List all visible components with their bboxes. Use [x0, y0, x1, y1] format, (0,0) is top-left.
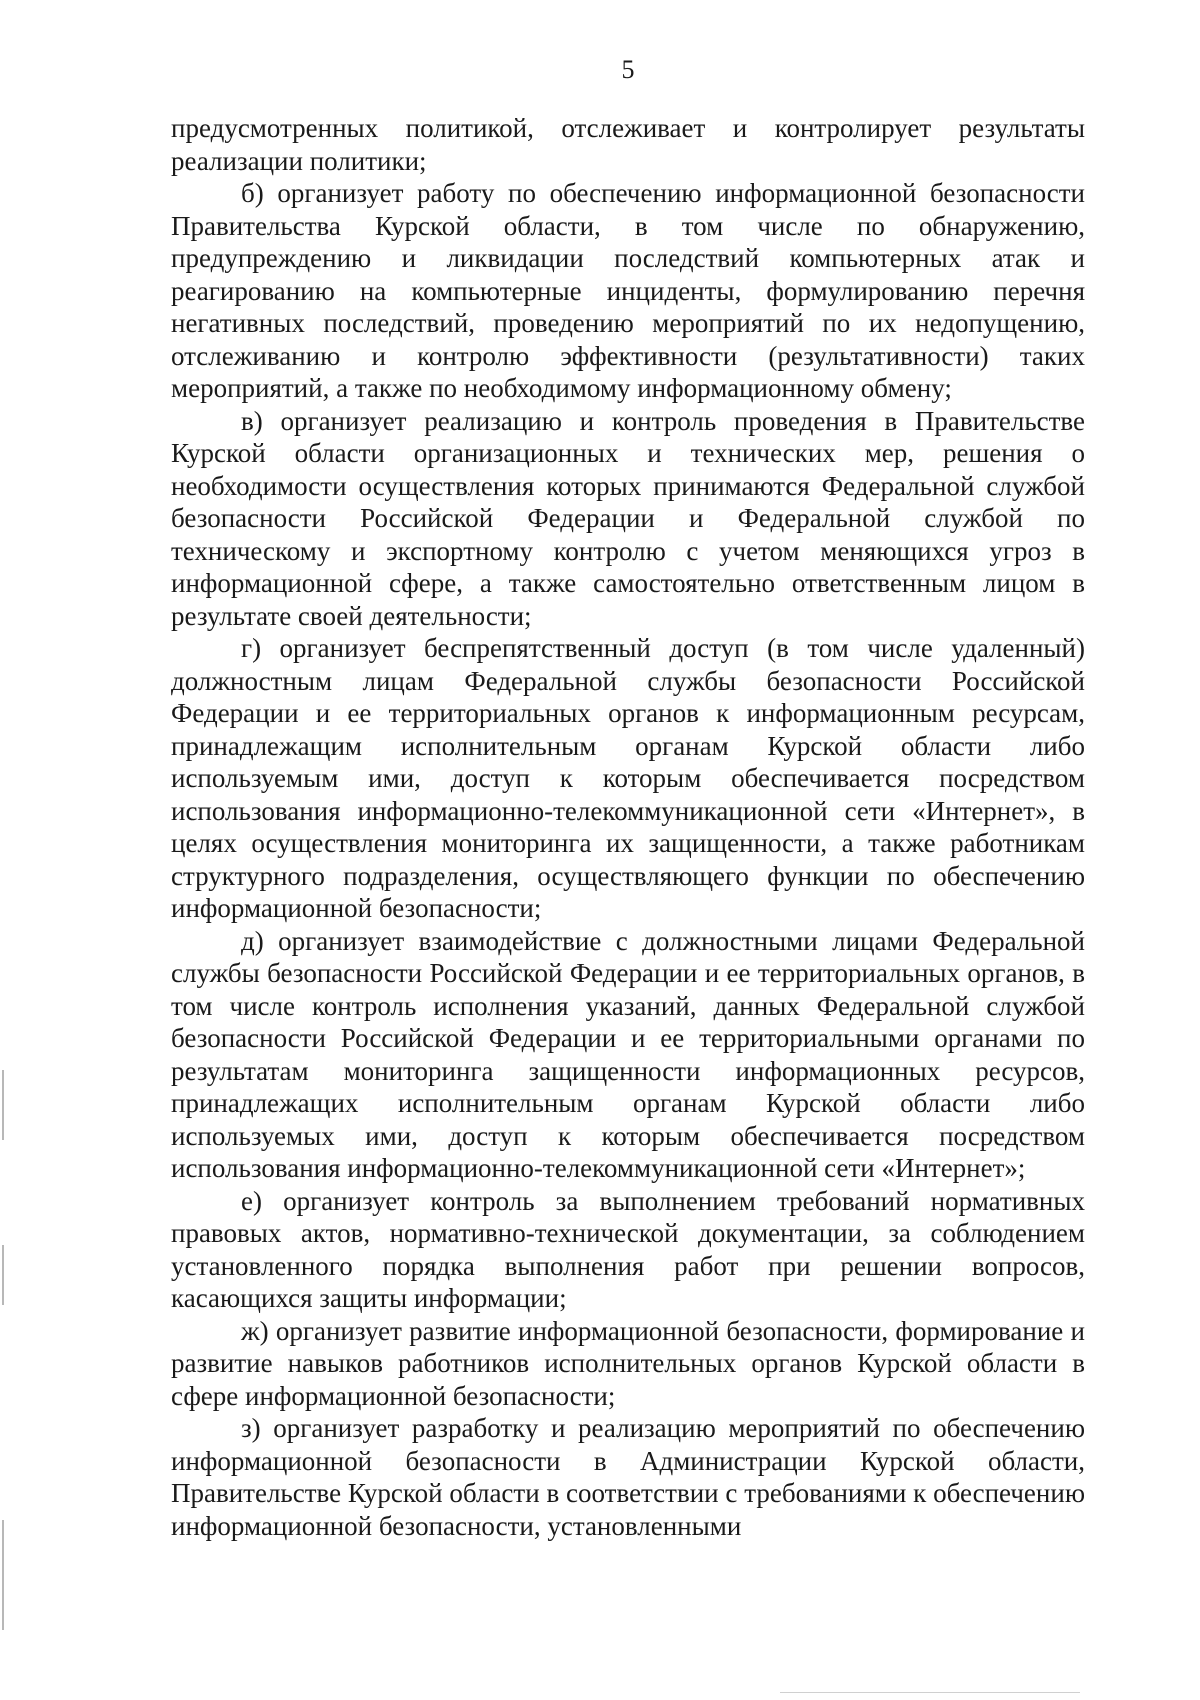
scan-edge-mark	[2, 1245, 4, 1305]
paragraph-continuation: предусмотренных политикой, отслеживает и контролирует результаты реализации политики;	[171, 113, 1085, 176]
paragraph-item-e: е) организует контроль за выполнением требований нормативных правовых актов, нормативно-технической документации, за соблюдением установленного порядка выполнения работ при решении вопросов, касающихся защиты информации;	[171, 1185, 1085, 1313]
paragraph-item-d: д) организует взаимодействие с должностными лицами Федеральной службы безопасности Российской Федерации и ее территориальных органов, в том числе контроль исполнения указаний, данных Федеральной службой безопасности Российской Федерации и ее территориальными органами по результатам мониторинга защищенности информационных ресурсов, принадлежащих исполнительным органам Курской области либо используемых ими, доступ к которым обеспечивается посредством использования информационно-телекоммуникационной сети «Интернет»;	[171, 925, 1085, 1183]
paragraph-item-b: б) организует работу по обеспечению информационной безопасности Правительства Курской области, в том числе по обнаружению, предупреждению и ликвидации последствий компьютерных атак и реагированию на компьютерные инциденты, формулированию перечня негативных последствий, проведению мероприятий по их недопущению, отслеживанию и контролю эффективности (результативности) таких мероприятий, а также по необходимому информационному обмену;	[171, 178, 1085, 403]
scan-edge-mark	[2, 1070, 4, 1140]
paragraph-item-g: г) организует беспрепятственный доступ (в том числе удаленный) должностным лицам Федеральной службы безопасности Российской Федерации и ее территориальных органов к информационным ресурсам, принадлежащим исполнительным органам Курской области либо используемым ими, доступ к которым обеспечивается посредством использования информационно-телекоммуникационной сети «Интернет», в целях осуществления мониторинга их защищенности, а также работникам структурного подразделения, осуществляющего функции по обеспечению информационной безопасности;	[171, 633, 1085, 923]
page-number: 5	[621, 55, 635, 84]
paragraph-item-v: в) организует реализацию и контроль проведения в Правительстве Курской области организационных и технических мер, решения о необходимости осуществления которых принимаются Федеральной службой безопасности Российской Федерации и Федеральной службой по техническому и экспортному контролю с учетом меняющихся угроз в информационной сфере, а также самостоятельно ответственным лицом в результате своей деятельности;	[171, 405, 1085, 631]
scan-edge-mark	[2, 1520, 4, 1630]
paragraph-item-z: з) организует разработку и реализацию мероприятий по обеспечению информационной безопасности в Администрации Курской области, Правительстве Курской области в соответствии с требованиями к обеспечению информационной безопасности, установленными	[171, 1413, 1085, 1541]
scan-bottom-edge	[780, 1692, 1080, 1693]
document-body	[171, 112, 1085, 1542]
paragraph-item-zh: ж) организует развитие информационной безопасности, формирование и развитие навыков работников исполнительных органов Курской области в сфере информационной безопасности;	[171, 1315, 1085, 1411]
